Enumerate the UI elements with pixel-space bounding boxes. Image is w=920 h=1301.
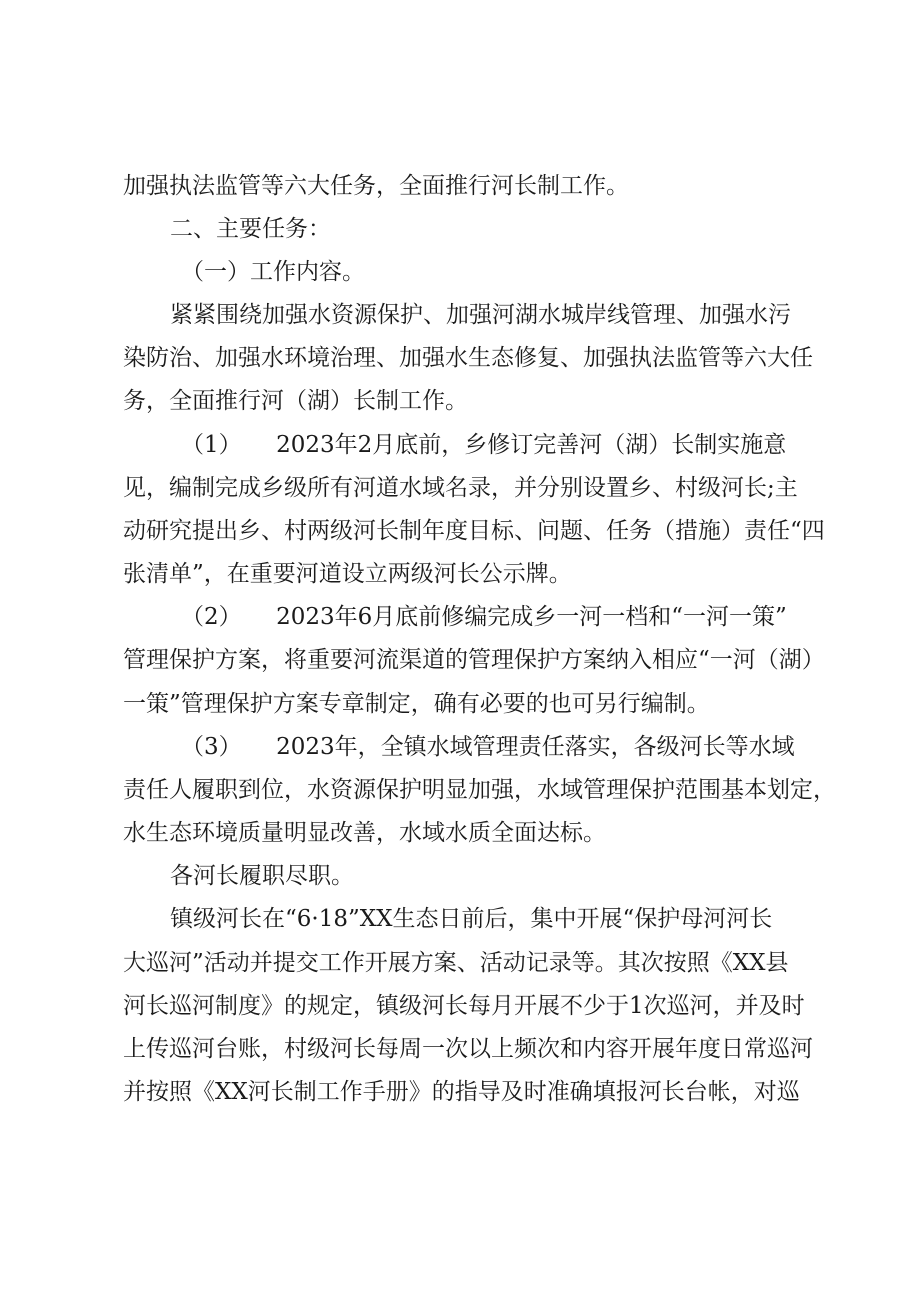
text-line: 上传巡河台账，村级河长每周一次以上频次和内容开展年度日常巡河: [123, 1036, 813, 1062]
text-line: 镇级河长在“6·18”XX生态日前后，集中开展“保护母河河长: [170, 906, 773, 932]
list-item-1: （1） 2023年2月底前，乡修订完善河（湖）长制实施意: [181, 432, 787, 458]
text-line: 张清单”，在重要河道设立两级河长公示牌。: [123, 561, 572, 587]
text-line: 各河长履职尽职。: [170, 863, 354, 889]
text-line: 并按照《XX河长制工作手册》的指导及时准确填报河长台帐，对巡: [123, 1079, 800, 1105]
text-line: 动研究提出乡、村两级河长制年度目标、问题、任务（措施）责任“四: [123, 518, 825, 544]
text-line: 管理保护方案，将重要河流渠道的管理保护方案纳入相应“一河（湖）: [123, 647, 825, 673]
text-line: 水生态环境质量明显改善，水域水质全面达标。: [123, 820, 606, 846]
text-line: 大巡河”活动并提交工作开展方案、活动记录等。其次按照《XX县: [123, 950, 789, 976]
text-line: 加强执法监管等六大任务，全面推行河长制工作。: [123, 173, 629, 199]
text-line: 河长巡河制度》的规定，镇级河长每月开展不少于1次巡河，并及时: [123, 993, 805, 1019]
section-heading: 二、主要任务：: [170, 216, 331, 242]
text-line: 紧紧围绕加强水资源保护、加强河湖水城岸线管理、加强水污: [170, 302, 791, 328]
text-line: 一策”管理保护方案专章制定，确有必要的也可另行编制。: [123, 691, 710, 717]
text-line: 责任人履职到位，水资源保护明显加强，水域管理保护范围基本划定，: [123, 777, 836, 803]
list-item-3: （3） 2023年，全镇水域管理责任落实，各级河长等水域: [181, 734, 795, 760]
list-item-2: （2） 2023年6月底前修编完成乡一河一档和“一河一策”: [181, 604, 787, 630]
text-line: 染防治、加强水环境治理、加强水生态修复、加强执法监管等六大任: [123, 345, 813, 371]
subsection-heading: （一）工作内容。: [181, 259, 365, 285]
text-line: 务，全面推行河（湖）长制工作。: [123, 388, 468, 414]
text-line: 见，编制完成乡级所有河道水域名录，并分别设置乡、村级河长;主: [123, 475, 798, 501]
